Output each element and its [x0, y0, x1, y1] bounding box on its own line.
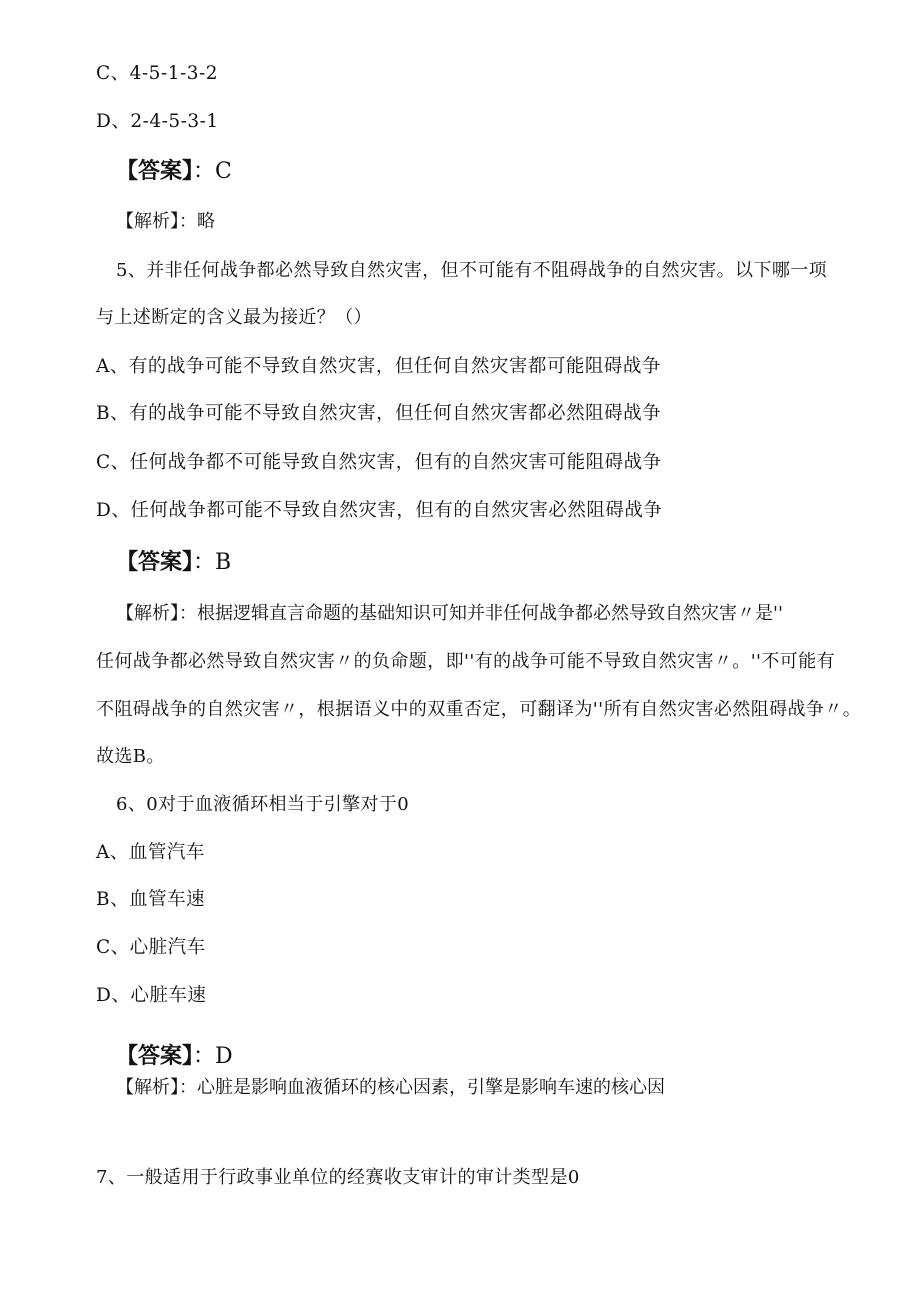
analysis-label: 【解析】: [116, 211, 179, 232]
q6-analysis: [116, 1076, 665, 1100]
answer-label: 【答案】: [116, 550, 194, 575]
q4-option-c: C、4-5-1-3-2: [96, 63, 219, 84]
analysis-text: ：心脏是影响血液循环的核心因素，引擎是影响车速的核心因: [179, 1077, 665, 1098]
q6-option-b: B、血管车速: [96, 889, 206, 910]
q4-option-d: D、2-4-5-3-1: [96, 111, 219, 132]
q6-option-d: D、心脏车速: [96, 985, 207, 1006]
q6-stem: 6、0对于血液循环相当于引擎对于0: [116, 794, 410, 815]
q5-option-d: D、任何战争都可能不导致自然灾害，但有的自然灾害必然阻碍战争: [96, 500, 663, 521]
q5-stem-line1: 5、并非任何战争都必然导致自然灾害，但不可能有不阻碍战争的自然灾害。以下哪一项: [116, 260, 828, 281]
q5-answer: [116, 549, 231, 577]
q5-option-a: A、有的战争可能不导致自然灾害，但任何自然灾害都可能阻碍战争: [96, 356, 661, 377]
q5-stem-line2: 与上述断定的含义最为接近？（）: [96, 307, 372, 328]
answer-value: ：C: [193, 159, 232, 184]
analysis-text: ：略: [179, 211, 215, 232]
q5-option-b: B、有的战争可能不导致自然灾害，但任何自然灾害都必然阻碍战争: [96, 403, 662, 424]
q5-analysis-line1: [116, 602, 783, 626]
answer-label: 【答案】: [116, 159, 194, 184]
q6-option-c: C、心脏汽车: [96, 937, 206, 958]
answer-value: ：D: [193, 1044, 233, 1069]
analysis-text: ：根据逻辑直言命题的基础知识可知并非任何战争都必然导致自然灾害〃是'': [179, 603, 783, 624]
answer-value: ：B: [193, 550, 232, 575]
q5-analysis-line2: 任何战争都必然导致自然灾害〃的负命题，即''有的战争可能不导致自然灾害〃。''不可能有: [96, 651, 835, 672]
analysis-label: 【解析】: [116, 603, 179, 624]
q6-option-a: A、血管汽车: [96, 842, 205, 863]
answer-label: 【答案】: [116, 1044, 194, 1069]
analysis-label: 【解析】: [116, 1077, 179, 1098]
q4-analysis: [116, 210, 215, 234]
q5-analysis-line3: 不阻碍战争的自然灾害〃，根据语义中的双重否定，可翻译为''所有自然灾害必然阻碍战争〃。: [96, 699, 862, 720]
q5-analysis-line4: 故选B。: [96, 746, 165, 767]
q7-stem: 7、一般适用于行政事业单位的经赛收支审计的审计类型是0: [96, 1167, 580, 1188]
q4-answer: [116, 158, 232, 186]
q6-answer: [116, 1043, 233, 1071]
q5-option-c: C、任何战争都不可能导致自然灾害，但有的自然灾害可能阻碍战争: [96, 452, 662, 473]
